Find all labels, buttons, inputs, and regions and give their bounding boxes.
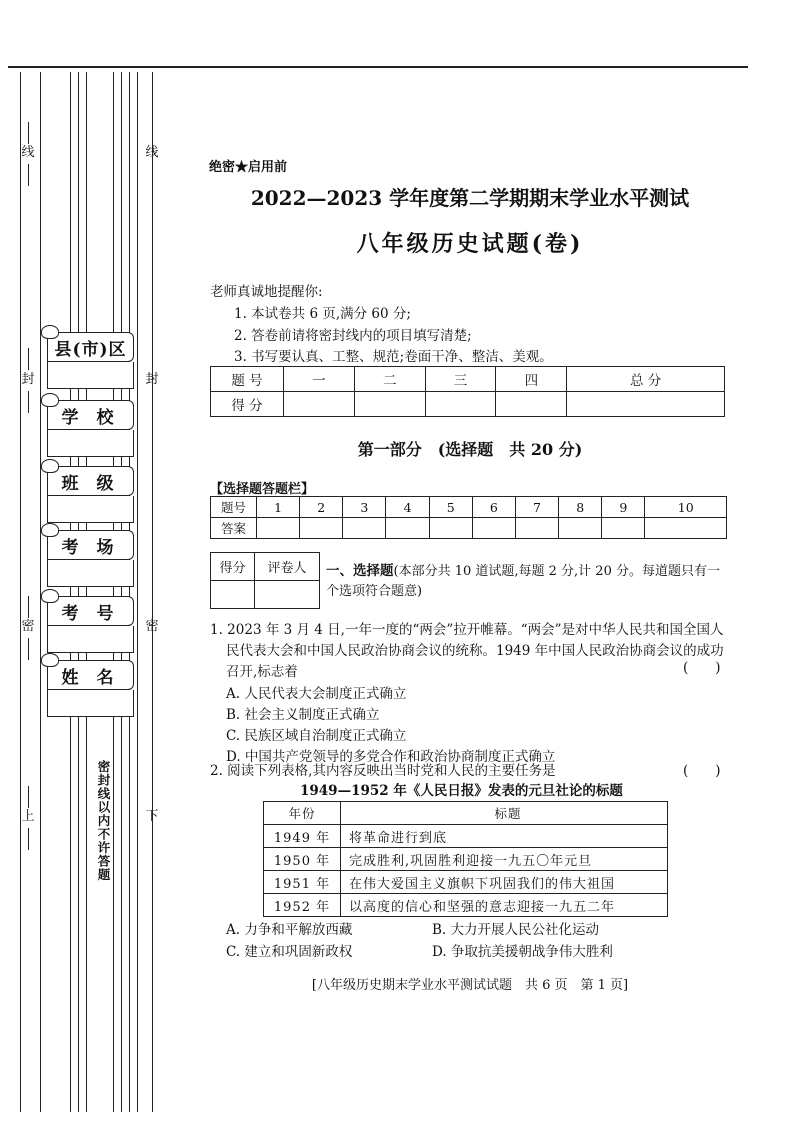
field-label: 学 校 [61, 407, 120, 428]
answer-cell[interactable] [343, 518, 386, 539]
answer-cell[interactable] [429, 518, 472, 539]
binding-line [86, 72, 87, 1112]
answer-number-cell: 4 [386, 497, 429, 518]
table-cell-year: 1950 年 [264, 848, 341, 871]
field-exam-room [47, 530, 134, 587]
answer-grid [210, 496, 727, 539]
field-school [47, 400, 134, 457]
answer-number-cell: 10 [645, 497, 727, 518]
exam-title: 2022—2023 学年度第二学期期末学业水平测试 [250, 186, 690, 210]
binding-line [20, 72, 21, 1112]
binding-line [129, 72, 130, 1112]
binding-tick [152, 348, 153, 370]
field-exam-number [47, 596, 134, 653]
bow-icon [41, 459, 59, 473]
field-label: 班 级 [61, 473, 120, 494]
field-label: 县(市)区 [54, 339, 127, 360]
field-label: 考 号 [61, 603, 120, 624]
field-input-exam-number[interactable] [47, 626, 134, 653]
bow-icon [41, 393, 59, 407]
field-input-name[interactable] [47, 690, 134, 717]
option-b: B. 大力开展人民公社化运动 [432, 922, 600, 938]
reminder-intro: 老师真诚地提醒你: [210, 284, 323, 300]
option-c: C. 建立和巩固新政权 [226, 944, 353, 960]
binding-char: 封 [145, 372, 159, 387]
score-cell[interactable] [496, 392, 567, 417]
bow-icon [41, 325, 59, 339]
score-row-label: 得 分 [211, 392, 284, 417]
field-input-exam-room[interactable] [47, 560, 134, 587]
answer-number-cell: 5 [429, 497, 472, 518]
question-1-stem: 1. 2023 年 3 月 4 日,一年一度的“两会”拉开帷幕。“两会”是对中华人民共和国全国人 [210, 622, 724, 638]
binding-line [113, 72, 114, 1112]
binding-line [152, 72, 153, 1112]
section-desc: (本部分共 10 道试题,每题 2 分,计 20 分。每道题只有一个选项符合题意) [326, 564, 720, 599]
score-table-header [211, 367, 725, 392]
binding-tick [152, 596, 153, 618]
table-header-cell: 年份 [264, 802, 341, 825]
binding-line [70, 72, 71, 1112]
question-1-stem: 民代表大会和中国人民政治协商会议的统称。1949 年中国人民政治协商会议的成功 [226, 643, 724, 659]
score-cell[interactable] [354, 392, 425, 417]
score-header-cell: 一 [284, 367, 355, 392]
top-rule [8, 66, 748, 68]
table-row [264, 825, 668, 848]
grader-table [210, 552, 320, 609]
answer-cell[interactable] [472, 518, 515, 539]
answer-number-cell: 7 [515, 497, 558, 518]
answer-cell[interactable] [559, 518, 602, 539]
binding-tick [28, 391, 29, 413]
exam-subtitle: 八年级历史试题(卷) [356, 231, 584, 257]
table-header-cell: 标题 [341, 802, 668, 825]
score-header-cell: 总 分 [567, 367, 725, 392]
field-county [47, 332, 134, 389]
grader-score-cell[interactable] [211, 581, 255, 609]
binding-line [40, 72, 41, 1112]
bow-icon [41, 653, 59, 667]
option-a: A. 力争和平解放西藏 [226, 922, 353, 938]
binding-tick [28, 828, 29, 850]
binding-line [137, 72, 138, 1112]
binding-line [121, 72, 122, 1112]
answer-header-label: 题号 [211, 497, 257, 518]
field-input-school[interactable] [47, 430, 134, 457]
binding-tick [152, 786, 153, 808]
binding-char: 下 [145, 809, 159, 824]
answer-cell[interactable] [386, 518, 429, 539]
reminder-rule: 2. 答卷前请将密封线内的项目填写清楚; [234, 328, 472, 344]
binding-tick [28, 596, 29, 618]
answer-number-cell: 6 [472, 497, 515, 518]
answer-row-label: 答案 [211, 518, 257, 539]
page-footer: [八年级历史期末学业水平测试试题 共 6 页 第 1 页] [311, 978, 629, 993]
field-label: 考 场 [61, 537, 120, 558]
table-row [264, 871, 668, 894]
table-row [264, 848, 668, 871]
field-name [47, 660, 134, 717]
grader-name-cell[interactable] [254, 581, 319, 609]
reminder-rule: 1. 本试卷共 6 页,满分 60 分; [234, 306, 411, 322]
table-cell-title: 将革命进行到底 [341, 825, 668, 848]
binding-tick [152, 391, 153, 413]
option-b: B. 社会主义制度正式确立 [226, 707, 380, 723]
question-1-stem: 召开,标志着 [226, 664, 298, 680]
binding-char: 密 [145, 619, 159, 634]
table-cell-year: 1949 年 [264, 825, 341, 848]
answer-cell[interactable] [645, 518, 727, 539]
table-cell-year: 1952 年 [264, 894, 341, 917]
section-title: 一、选择题 [326, 563, 394, 579]
binding-char: 封 [21, 372, 35, 387]
score-header-cell: 二 [354, 367, 425, 392]
reminder-rule: 3. 书写要认真、工整、规范;卷面干净、整洁、美观。 [234, 349, 553, 365]
secret-mark: 绝密★启用前 [209, 160, 288, 175]
binding-tick [28, 348, 29, 370]
score-table [210, 366, 725, 417]
binding-tick [152, 828, 153, 850]
bow-icon [41, 589, 59, 603]
answer-cell[interactable] [300, 518, 343, 539]
binding-char: 上 [21, 809, 35, 824]
binding-tick [152, 638, 153, 660]
binding-char: 线 [145, 145, 159, 160]
answer-number-cell: 8 [559, 497, 602, 518]
binding-char: 密 [21, 619, 35, 634]
answer-bar-label: 【选择题答题栏】 [210, 482, 315, 497]
binding-tick [28, 122, 29, 144]
field-input-class[interactable] [47, 496, 134, 523]
option-d: D. 争取抗美援朝战争伟大胜利 [432, 944, 613, 960]
binding-line [78, 72, 79, 1112]
score-header-cell: 四 [496, 367, 567, 392]
binding-tick [28, 638, 29, 660]
binding-tick [152, 164, 153, 186]
answer-paren[interactable]: ( ) [683, 763, 721, 779]
field-input-county[interactable] [47, 362, 134, 389]
option-c: C. 民族区域自治制度正式确立 [226, 728, 407, 744]
field-class [47, 466, 134, 523]
answer-number-cell: 9 [602, 497, 645, 518]
section-instructions [326, 561, 726, 602]
answer-cell[interactable] [257, 518, 300, 539]
no-answer-notice: 密封线以内不许答题 [96, 760, 111, 882]
answer-cell[interactable] [515, 518, 558, 539]
table-caption: 1949—1952 年《人民日报》发表的元旦社论的标题 [300, 783, 623, 799]
score-cell[interactable] [425, 392, 496, 417]
score-table-row [211, 392, 725, 417]
question-2-stem: 2. 阅读下列表格,其内容反映出当时党和人民的主要任务是 [210, 763, 556, 779]
option-d: D. 中国共产党领导的多党合作和政治协商制度正式确立 [226, 749, 556, 765]
field-label: 姓 名 [61, 667, 120, 688]
bow-icon [41, 523, 59, 537]
answer-number-cell: 2 [300, 497, 343, 518]
editorial-table [263, 801, 668, 917]
table-header [264, 802, 668, 825]
table-cell-title: 完成胜利,巩固胜利迎接一九五〇年元旦 [341, 848, 668, 871]
grader-label: 评卷人 [254, 553, 319, 581]
answer-number-cell: 1 [257, 497, 300, 518]
option-a: A. 人民代表大会制度正式确立 [226, 686, 407, 702]
answer-grid-header [211, 497, 727, 518]
binding-tick [28, 164, 29, 186]
table-cell-title: 以高度的信心和坚强的意志迎接一九五二年 [341, 894, 668, 917]
binding-tick [28, 786, 29, 808]
table-cell-year: 1951 年 [264, 871, 341, 894]
score-header-cell: 三 [425, 367, 496, 392]
score-header-cell: 题 号 [211, 367, 284, 392]
binding-tick [152, 122, 153, 144]
table-row [264, 894, 668, 917]
answer-number-cell: 3 [343, 497, 386, 518]
score-cell[interactable] [567, 392, 725, 417]
score-cell[interactable] [284, 392, 355, 417]
grader-label: 得分 [211, 553, 255, 581]
answer-cell[interactable] [602, 518, 645, 539]
table-cell-title: 在伟大爱国主义旗帜下巩固我们的伟大祖国 [341, 871, 668, 894]
answer-grid-row [211, 518, 727, 539]
answer-paren[interactable]: ( ) [683, 660, 721, 676]
binding-char: 线 [21, 145, 35, 160]
section-heading: 第一部分 (选择题 共 20 分) [357, 440, 583, 459]
